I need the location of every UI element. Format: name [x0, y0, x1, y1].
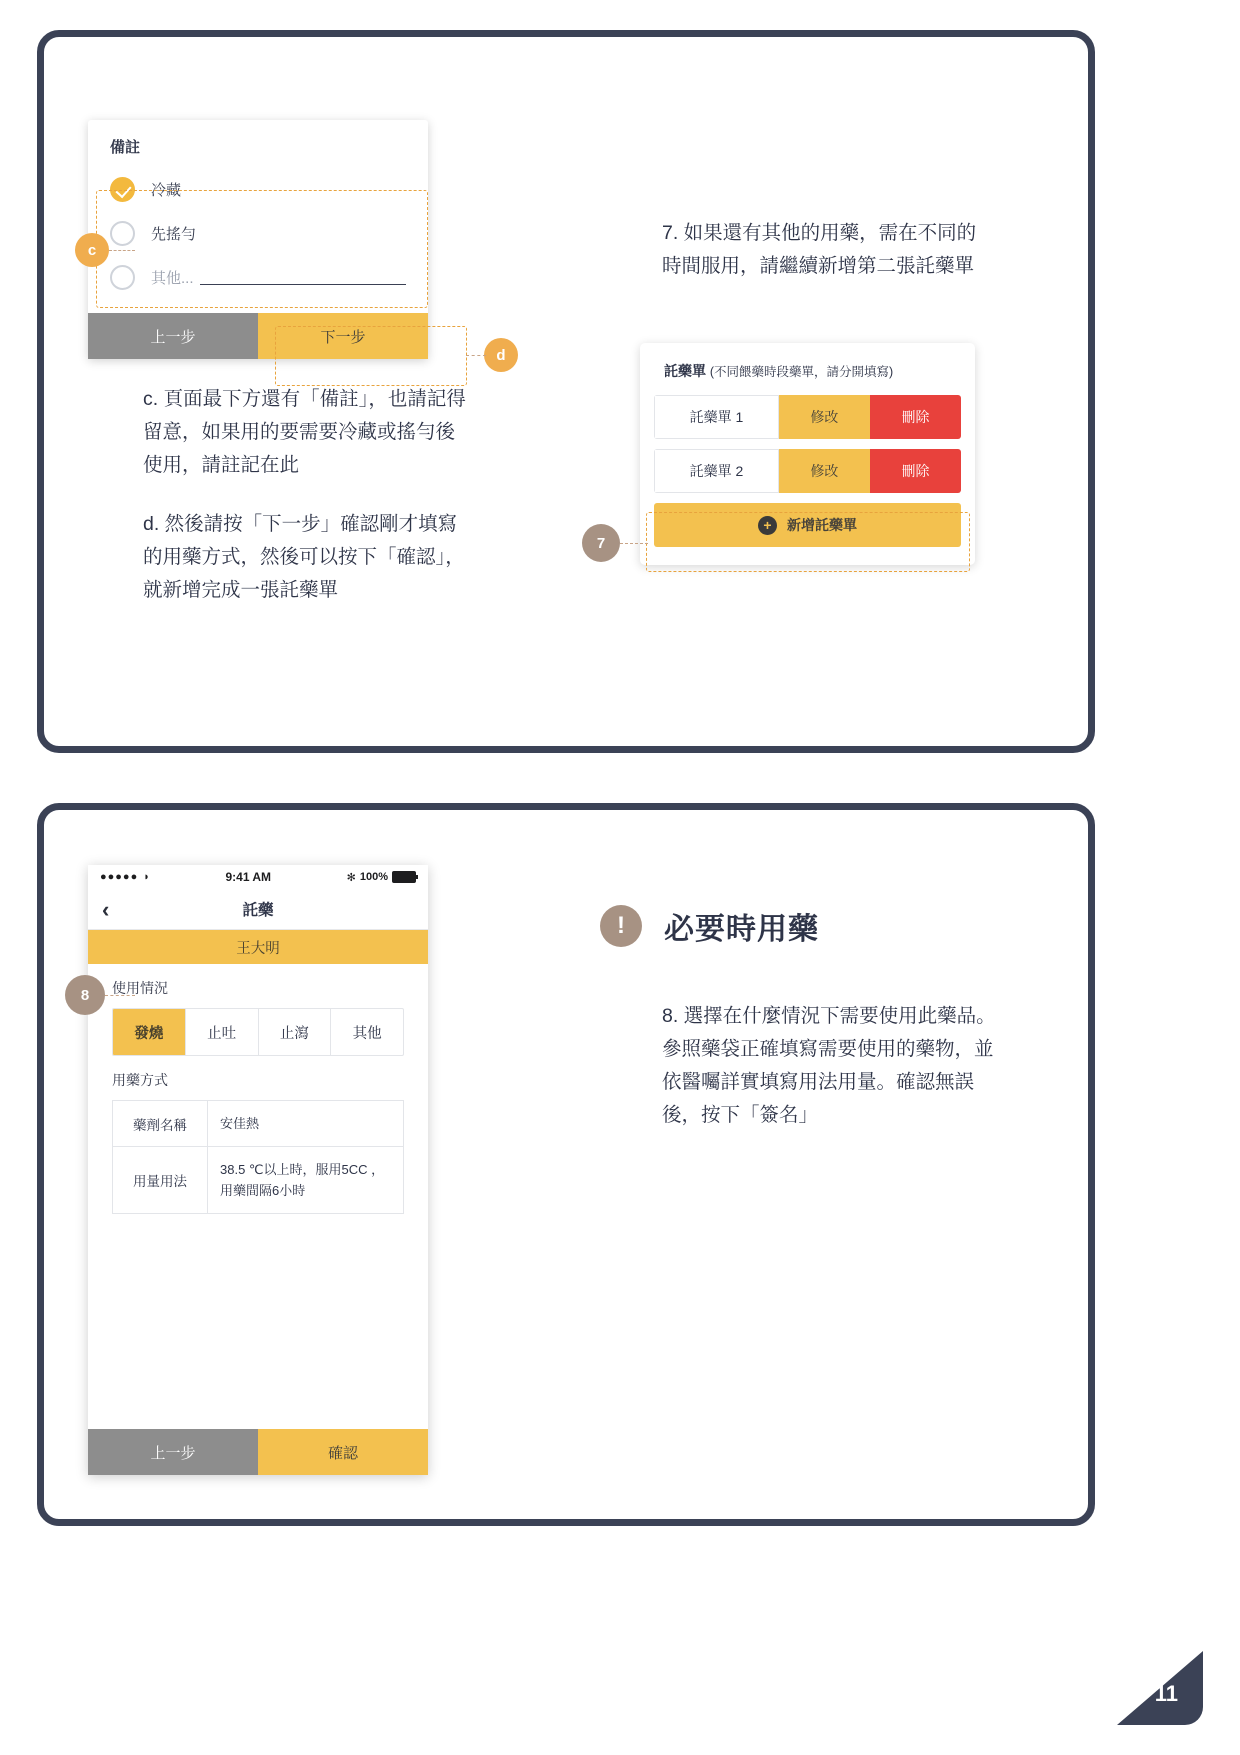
- order-delete-button[interactable]: 刪除: [870, 449, 961, 493]
- note-other-placeholder: 其他...: [151, 269, 194, 287]
- status-battery: [347, 871, 416, 884]
- patient-name-bar: 王大明: [88, 930, 428, 964]
- leader-line-7: [620, 543, 648, 544]
- highlight-box-7: [646, 512, 970, 572]
- highlight-box-d: [275, 326, 467, 386]
- plus-icon: +: [758, 516, 777, 535]
- text-7: 7. 如果還有其他的用藥，需在不同的時間服用，請繼續新增第二張託藥單: [662, 222, 977, 277]
- battery-percent: 100%: [359, 871, 388, 883]
- section-heading: [600, 904, 819, 948]
- next-step-button[interactable]: 下一步: [258, 313, 428, 359]
- order-card-title-main: 託藥單: [664, 363, 706, 379]
- marker-c: c: [75, 233, 109, 267]
- leader-line-d: [466, 355, 486, 356]
- section-heading-text: 必要時用藥: [664, 913, 819, 946]
- marker-7: 7: [582, 524, 620, 562]
- text-c: c. 頁面最下方還有「備註」，也請記得留意，如果用的要需要冷藏或搖勻後使用，請註記在此: [143, 388, 466, 476]
- note-card-title: 備註: [110, 139, 141, 156]
- highlight-box-c: [96, 190, 428, 308]
- usage-tab-antidiarrheal[interactable]: 止瀉: [259, 1009, 332, 1055]
- note-option-label: 先搖勻: [151, 225, 197, 243]
- table-row: [113, 1101, 403, 1147]
- marker-8: 8: [65, 975, 105, 1015]
- bluetooth-icon: ✻: [346, 871, 356, 884]
- usage-tab-antiemetic[interactable]: 止吐: [186, 1009, 259, 1055]
- usage-tab-fever[interactable]: 發燒: [113, 1009, 186, 1055]
- order-name[interactable]: 託藥單 2: [654, 449, 779, 493]
- medication-table: [112, 1100, 404, 1214]
- order-name[interactable]: 託藥單 1: [654, 395, 779, 439]
- add-order-label: 新增託藥單: [787, 517, 857, 533]
- usage-tab-group: [112, 1008, 404, 1056]
- phone-screen-title: 託藥: [242, 902, 274, 919]
- text-block-8: [662, 1000, 1002, 1132]
- order-card-title: [664, 361, 961, 381]
- status-time: 9:41 AM: [225, 870, 272, 884]
- leader-line-c: [109, 250, 135, 251]
- text-d: d. 然後請按「下一步」確認剛才填寫的用藥方式，然後可以按下「確認」，就新增完成一張託藥單: [143, 513, 465, 601]
- signal-dots-icon: ●●●●●: [100, 871, 139, 883]
- table-value[interactable]: 38.5 ℃以上時，服用5CC ，用藥間隔6小時: [220, 1162, 385, 1198]
- phone-status-bar: [88, 865, 428, 889]
- phone-footer-buttons: [88, 1429, 428, 1475]
- table-key: 用量用法: [113, 1147, 208, 1213]
- order-delete-button[interactable]: 刪除: [870, 395, 961, 439]
- order-card-title-sub: (不同餵藥時段藥單，請分開填寫): [709, 365, 894, 379]
- phone-mockup: [88, 865, 428, 1475]
- table-value[interactable]: 安佳熱: [220, 1116, 260, 1131]
- text-block-cd: [143, 383, 473, 607]
- table-key: 藥劑名稱: [113, 1101, 208, 1146]
- text-8: 8. 選擇在什麼情況下需要使用此藥品。參照藥袋正確填寫需要使用的藥物，並依醫囑詳實填寫用法用量。確認無誤後，按下「簽名」: [662, 1005, 996, 1126]
- leader-line-8: [105, 995, 135, 996]
- phone-nav-bar: [88, 889, 428, 930]
- order-edit-button[interactable]: 修改: [779, 449, 870, 493]
- text-block-7: [662, 217, 992, 283]
- back-chevron-icon[interactable]: ‹: [102, 897, 110, 922]
- usage-section-label: 使用情況: [112, 980, 168, 996]
- page-number: 11: [1154, 1681, 1178, 1706]
- phone-confirm-button[interactable]: 確認: [258, 1429, 428, 1475]
- note-option-label: 冷藏: [151, 181, 182, 199]
- order-edit-button[interactable]: 修改: [779, 395, 870, 439]
- order-row: [654, 449, 961, 493]
- order-row: [654, 395, 961, 439]
- prev-step-button[interactable]: 上一步: [88, 313, 258, 359]
- wifi-icon: ◗: [143, 871, 150, 883]
- battery-icon: [392, 871, 416, 883]
- marker-d: d: [484, 338, 518, 372]
- exclamation-icon: !: [600, 905, 642, 947]
- phone-prev-button[interactable]: 上一步: [88, 1429, 258, 1475]
- table-row: [113, 1147, 403, 1213]
- method-section-label: 用藥方式: [112, 1072, 168, 1088]
- usage-tab-other[interactable]: 其他: [352, 1025, 382, 1042]
